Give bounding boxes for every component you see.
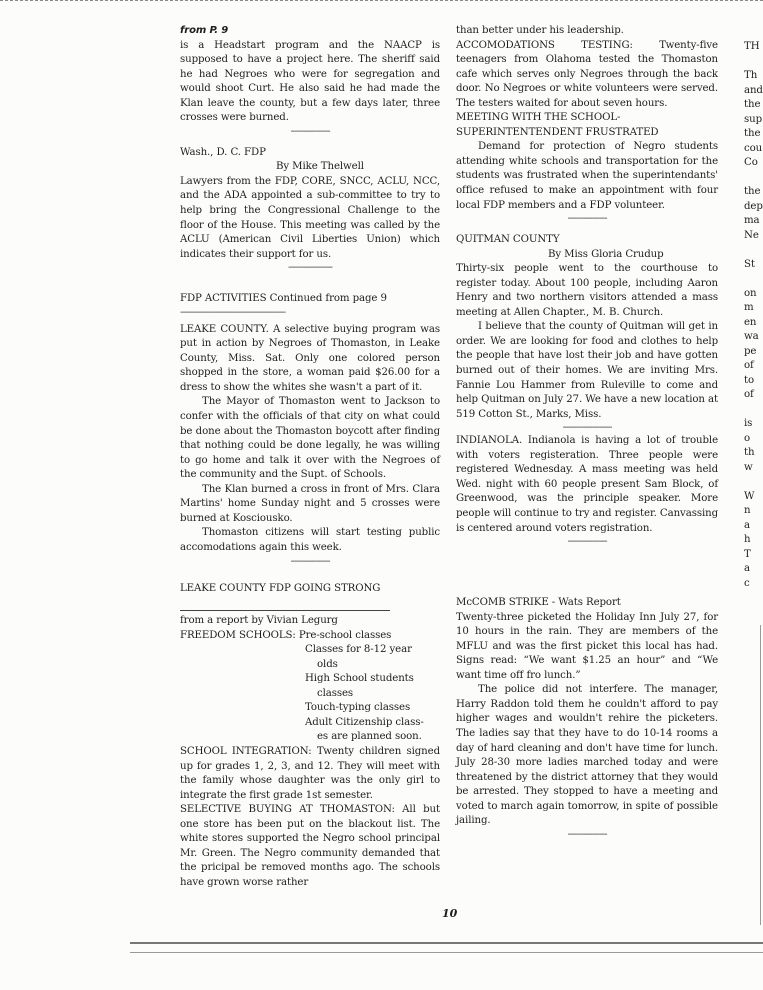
freedom-schools-label: FREEDOM SCHOOLS: Pre-school classes: [180, 629, 392, 641]
separator: ----------------: [567, 828, 607, 840]
continuation-line: than better under his leadership.: [456, 25, 624, 36]
quitman-heading: QUITMAN COUNTY: [456, 234, 560, 246]
separator: ------------------: [288, 262, 332, 274]
accommodations-paragraph: ACCOMODATIONS TESTING: Twenty-five teenagers from Olahoma tested the Thomaston cafe which serves only Negroes through the back door. No Negroes or white volunteers were served. The testers waited for about seven hours.: [456, 39, 718, 109]
clipped-text-fragment: a: [744, 519, 750, 531]
top-rule: [0, 0, 763, 1]
clipped-text-fragment: [744, 272, 763, 287]
clipped-text-fragment: [744, 171, 763, 186]
class-item: Classes for 8-12 year: [305, 644, 412, 656]
column-3-clipped: [744, 40, 763, 591]
mccomb-heading: McCOMB STRIKE - Wats Report: [456, 597, 621, 609]
clipped-text-fragment: St: [744, 258, 755, 270]
clipped-text-fragment: wa: [744, 331, 759, 342]
separator: ----------------: [290, 555, 330, 567]
clipped-text-fragment: [744, 403, 763, 418]
separator: ----------------: [290, 125, 330, 137]
clipped-text-fragment: W: [744, 490, 755, 502]
headstart-paragraph: is a Headstart program and the NAACP is supposed to have a project here. The sheriff said he had Negroes who were for segregation and would shoot Curt. He also said he had made the Klan leave the county, but a few days later, three crosses were burned.: [180, 39, 440, 124]
school-integration-paragraph: SCHOOL INTEGRATION: Twenty children signed up for grades 1, 2, 3, and 12. They will meet with the family whose daughter was the only girl to integrate the first grade 1st semester.: [180, 745, 440, 801]
clipped-text-fragment: [744, 55, 763, 70]
quitman-byline: By Miss Gloria Crudup: [548, 248, 664, 260]
quitman-paragraph-1: Thirty-six people went to the courthouse to register today. About 100 people, including Aaron Henry and two northern visitors attended a mass meeting at Allen Chapter., M. B. Church.: [456, 263, 718, 318]
column-1: [180, 24, 440, 890]
clipped-text-fragment: a: [744, 563, 750, 574]
mccomb-paragraph-1: Twenty-three picketed the Holiday Inn July 27, for 10 hours in the rain. They are members of the MFLU and was the first picket this local has had. Signs read: “We want $1.25 an hour” and “We want time off fro lunch.”: [456, 611, 718, 681]
clipped-text-fragment: o: [744, 432, 751, 444]
clipped-text-fragment: to: [744, 374, 755, 386]
class-list: [180, 643, 440, 745]
clipped-text-fragment: pe: [744, 345, 757, 357]
clipped-text-fragment: sup: [744, 113, 763, 125]
column-2: [456, 24, 718, 841]
clipped-text-fragment: w: [744, 461, 753, 473]
rule: [180, 610, 390, 611]
long-separator: -------------------------------------------: [180, 306, 286, 318]
clipped-text-fragment: cou: [744, 142, 763, 154]
selective-buying-paragraph: SELECTIVE BUYING AT THOMASTON: All but one store has been put on the blackout list. The white stores supported the Negro school principal Mr. Green. The Negro community demanded that the pricipal be removed months ago. The schools have grown worse rather: [180, 804, 440, 888]
clipped-text-fragment: m: [744, 302, 754, 313]
mccomb-paragraph-2: The police did not interfere. The manager, Harry Raddon told them he couldn't afford to pay higher wages and wouldn't rehire the picketers. The ladies say that they have to do 10-14 rooms a day of hard cleaning and don't have time for lunch. July 28-30 more ladies marched today and were threatened by the district attorney that they would be arrested. They stopped to have a meeting and voted to march again tomorrow, in spite of possible jailing.: [456, 684, 718, 827]
class-item: es are planned soon.: [317, 731, 422, 743]
clipped-text-fragment: Ne: [744, 229, 759, 241]
class-item: olds: [317, 658, 338, 670]
separator: --------------------: [562, 422, 612, 434]
class-item: Adult Citizenship class-: [305, 716, 424, 728]
leake-county-paragraph-4: Thomaston citizens will start testing public accomodations again this week.: [180, 527, 440, 553]
indianola-paragraph: INDIANOLA. Indianola is having a lot of trouble with voters registeration. Three people were registered Wednesday. A mass meeting was held Wed. night with 60 people present Sam Block, of Greenwood, was the principle speaker. More people will continue to try and register. Canvassing is centered around voters registration.: [456, 435, 718, 534]
clipped-text-fragment: of: [744, 389, 754, 400]
class-item: Touch-typing classes: [305, 702, 411, 714]
wash-byline: By Mike Thelwell: [276, 161, 364, 173]
edge-rule: [760, 625, 761, 925]
clipped-text-fragment: the: [744, 186, 761, 197]
leake-county-paragraph-3: The Klan burned a cross in front of Mrs. Clara Martins' home Sunday night and 5 crosses were burned at Kosciousko.: [180, 483, 440, 524]
clipped-text-fragment: c: [744, 577, 750, 589]
fdp-activities-heading: FDP ACTIVITIES Continued from page 9: [180, 293, 387, 305]
clipped-text-fragment: en: [744, 316, 757, 328]
class-item: classes: [317, 687, 354, 699]
clipped-text-fragment: n: [744, 505, 751, 516]
continued-from-note: from P. 9: [180, 25, 229, 36]
meeting-paragraph: Demand for protection of Negro students attending white schools and transportation for the students was frustrated when the superintendants' office refused to make an appointment with four local FDP members and a FDP volunteer.: [456, 141, 718, 211]
clipped-text-fragment: dep: [744, 200, 763, 212]
clipped-text-fragment: T: [744, 548, 751, 560]
clipped-text-fragment: on: [744, 287, 757, 299]
bottom-rule: [130, 942, 763, 944]
clipped-text-fragment: is: [744, 418, 753, 429]
page-number: 10: [442, 907, 458, 920]
leake-county-paragraph-2: The Mayor of Thomaston went to Jackson to confer with the officials of that city on what could be done about the Thomaston boycott after finding that nothing could be done legally, he was willing to go home and talk it over with the Negroes of the community and the Supt. of Schools.: [180, 396, 440, 481]
class-item: High School students: [305, 673, 414, 685]
clipped-text-fragment: TH: [744, 41, 760, 52]
report-source: from a report by Vivian Legurg: [180, 615, 338, 627]
leake-strong-heading: LEAKE COUNTY FDP GOING STRONG: [180, 582, 381, 594]
clipped-text-fragment: [744, 475, 763, 490]
clipped-text-fragment: the: [744, 99, 761, 110]
separator: ----------------: [567, 536, 607, 548]
wash-paragraph: Lawyers from the FDP, CORE, SNCC, ACLU, NCC, and the ADA appointed a sub-committee to try to help bring the Congressional Challenge to the floor of the House. This meeting was called by the ACLU (American Civil Liberties Union) which indicates their support for us.: [180, 175, 440, 260]
clipped-text-fragment: ma: [744, 215, 760, 226]
meeting-heading: MEETING WITH THE SCHOOL-SUPERINTENTENDENT FRUSTRATED: [456, 112, 659, 138]
clipped-text-fragment: the: [744, 128, 761, 139]
clipped-text-fragment: h: [744, 534, 751, 545]
clipped-text-fragment: [744, 243, 763, 258]
clipped-text-fragment: th: [744, 447, 755, 458]
clipped-text-fragment: Co: [744, 157, 758, 168]
bottom-rule: [130, 952, 763, 953]
clipped-text-fragment: of: [744, 360, 754, 371]
clipped-text-fragment: Th: [744, 70, 758, 81]
separator: ----------------: [567, 213, 607, 225]
quitman-paragraph-2: I believe that the county of Quitman will get in order. We are looking for food and clothes to help the people that have lost their job and have gotten burned out of their homes. We are inviting Mrs. Fannie Lou Hammer from Ruleville to come and help Quitman on July 27. We have a new location at 519 Cotton St., Marks, Miss.: [456, 321, 718, 420]
wash-dateline: Wash., D. C. FDP: [180, 146, 266, 158]
leake-county-paragraph-1: LEAKE COUNTY. A selective buying program was put in action by Negroes of Thomaston, in Leake County, Miss. Sat. Only one colored person shopped in the store, a woman paid $26.00 for a dress to show the whites she wasn't a part of it.: [180, 323, 440, 393]
clipped-text-fragment: and: [744, 84, 763, 96]
